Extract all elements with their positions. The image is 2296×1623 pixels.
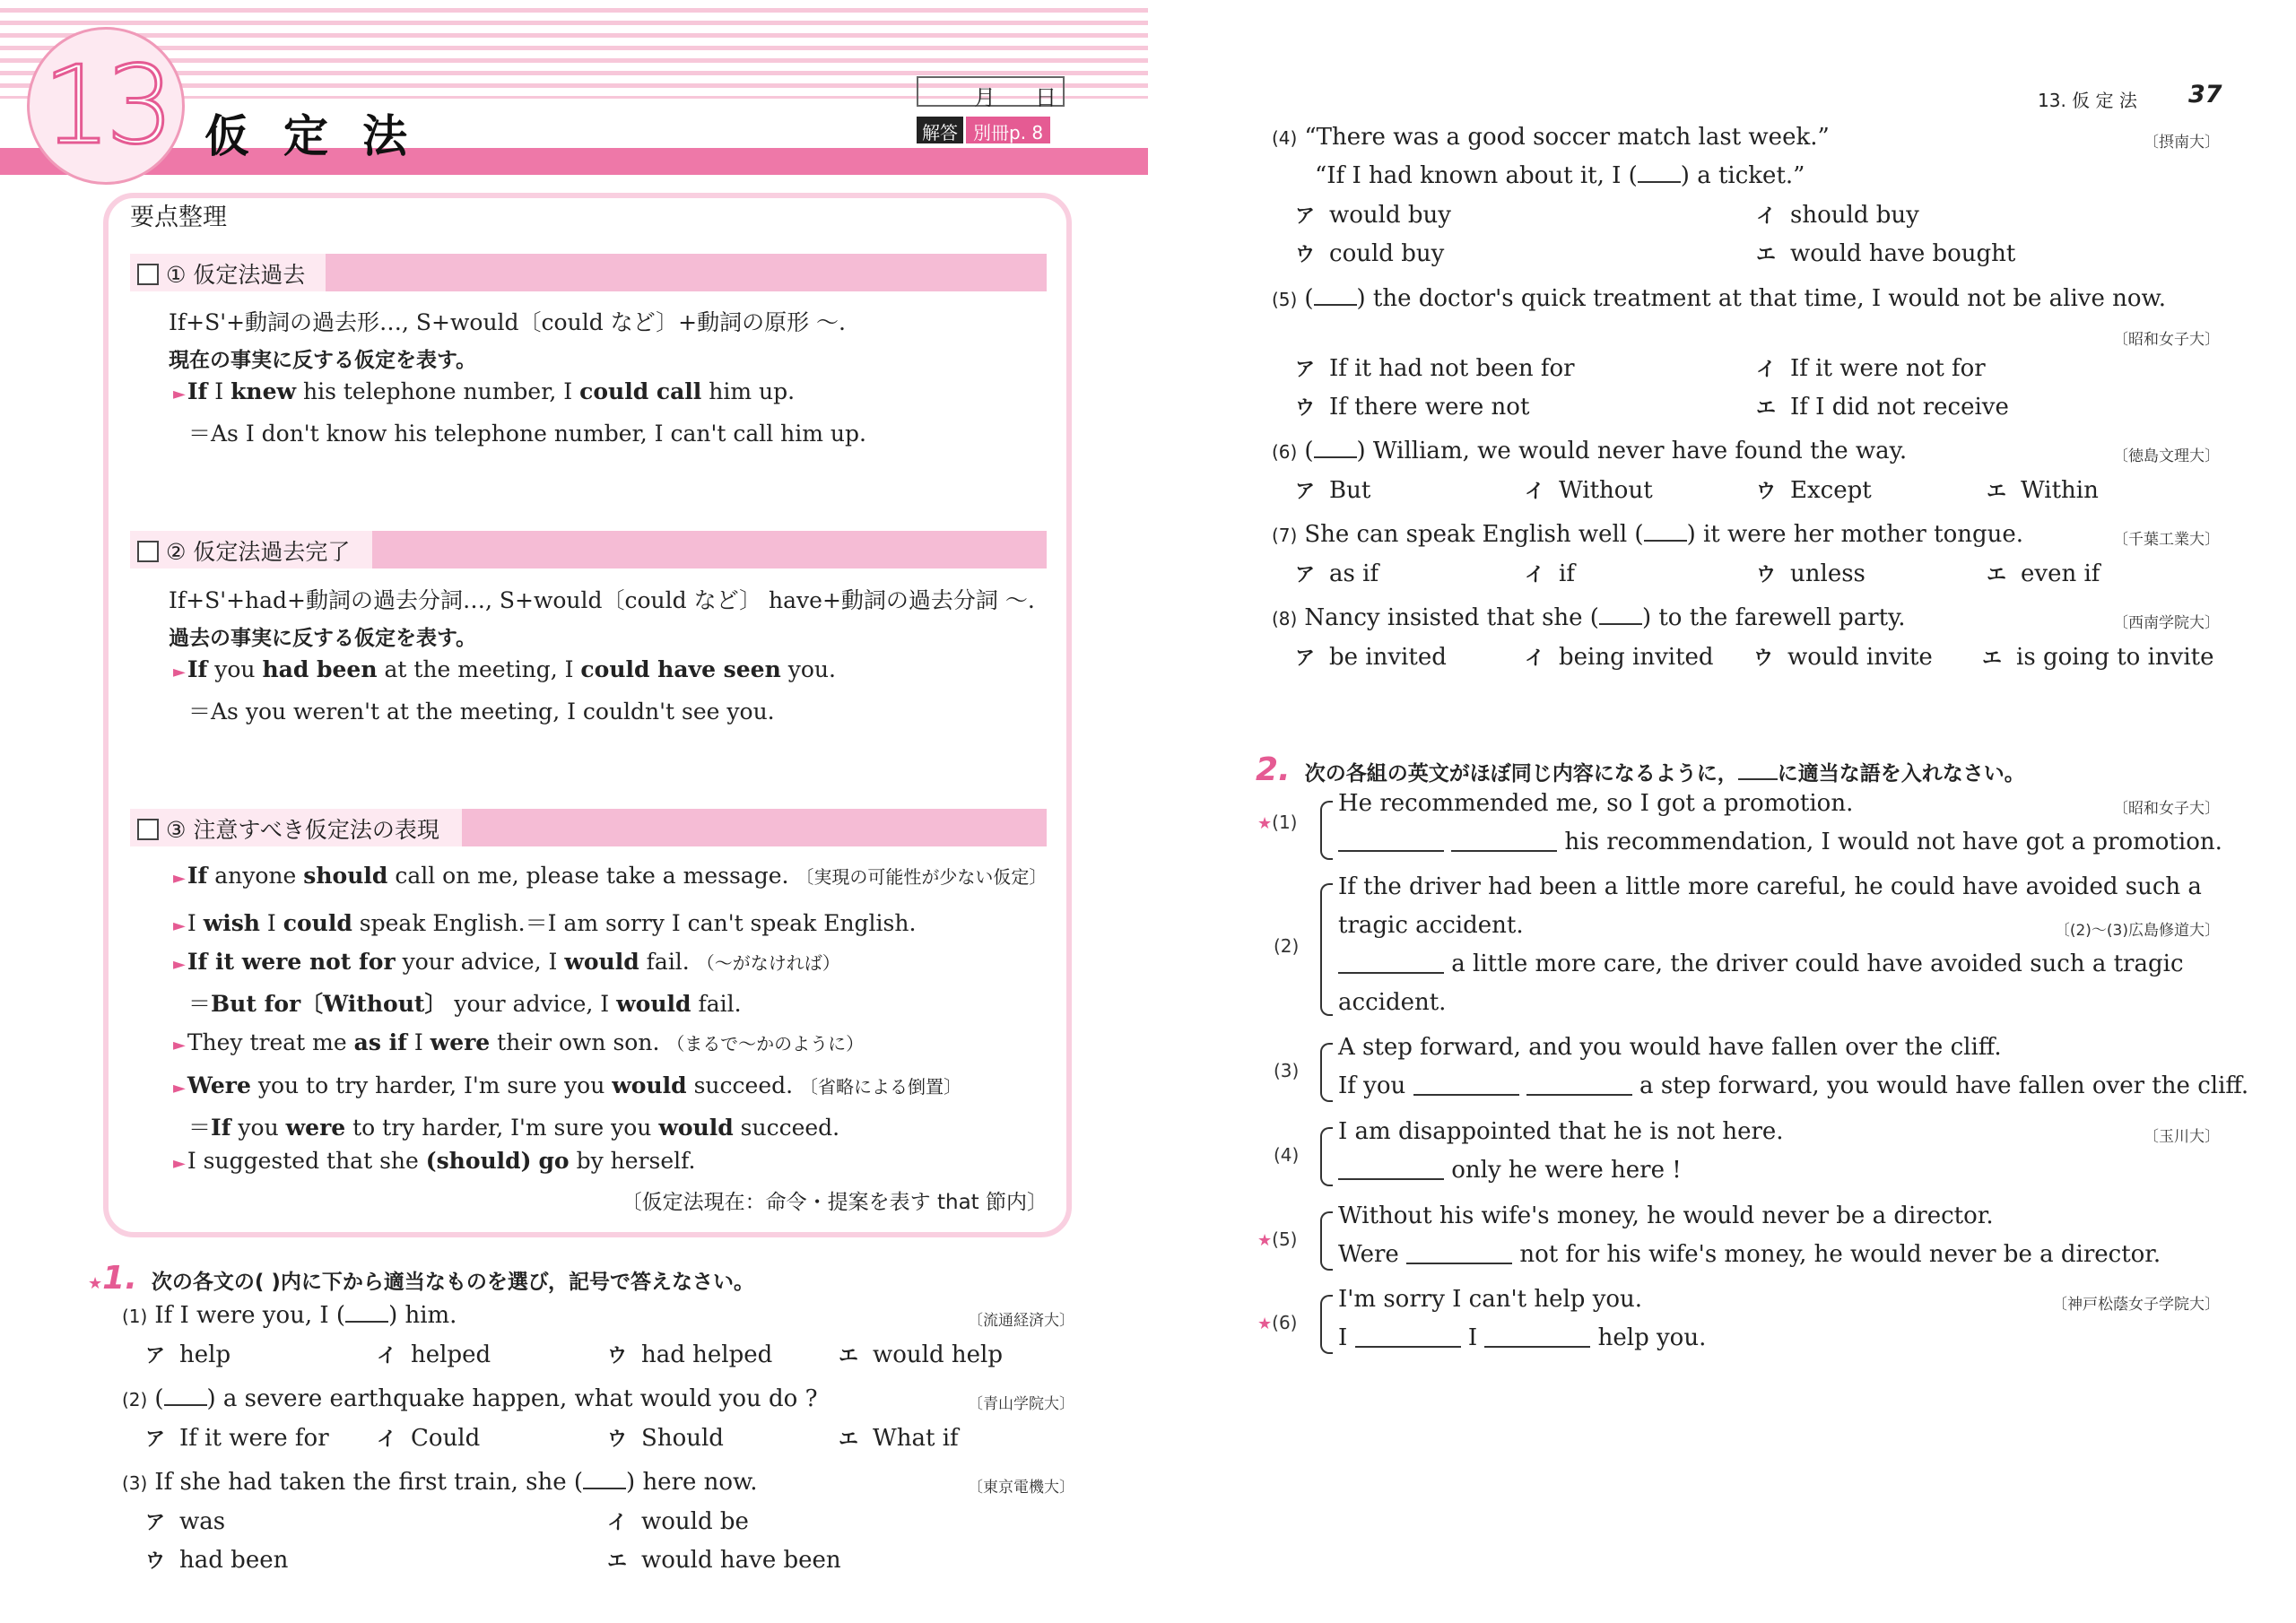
sec3-line8: ►I suggested that she (should) go by herself. (173, 1148, 696, 1174)
q1-item4-opt-a[interactable]: ア would buy (1295, 202, 1451, 229)
q2-instruction-a: 次の各組の英文がほぼ同じ内容になるように， (1304, 762, 1738, 785)
answer-label: 解答 (917, 117, 963, 143)
q1-item3-question: (3) If she had taken the first train, she ( ) here now. (122, 1469, 758, 1496)
q1-item1-opt-a[interactable]: ア help (145, 1341, 231, 1368)
star-icon: ★ (88, 1274, 103, 1293)
q1-item3-opt-a[interactable]: ア was (145, 1508, 226, 1535)
q2-item2-line-a2: tragic accident. (1338, 912, 1524, 939)
brace-icon (1320, 1295, 1333, 1354)
arrow-icon: ► (173, 916, 186, 935)
q1-number: 1. (102, 1260, 137, 1297)
q2-instruction-b: に適当な語を入れなさい。 (1777, 762, 2025, 785)
answer-page: 別冊p. 8 (966, 117, 1050, 143)
brace-icon (1320, 883, 1333, 1016)
q1-item6-opt-b[interactable]: イ Without (1525, 477, 1653, 504)
q2-item4-line-b: only he were here ! (1338, 1157, 1682, 1184)
date-box[interactable] (917, 76, 1065, 110)
q2-item4-source: 〔玉川大〕 (2144, 1128, 2220, 1146)
q1-item4-opt-b[interactable]: イ should buy (1756, 202, 1919, 229)
q1-item3-opt-b[interactable]: イ would be (607, 1508, 749, 1535)
q1-item6-opt-a[interactable]: ア But (1295, 477, 1371, 504)
q2-item1-number: ★(1) (1257, 812, 1298, 833)
answer-blank[interactable] (1526, 1078, 1632, 1096)
q1-item1-opt-d[interactable]: エ would help (839, 1341, 1003, 1368)
q2-item2-source: 〔(2)～(3)広島修道大〕 (2054, 922, 2220, 940)
brace-icon (1320, 1127, 1333, 1186)
arrow-icon: ► (173, 385, 186, 404)
date-day: 日 (1035, 85, 1057, 110)
answer-blank[interactable] (1338, 1162, 1444, 1180)
sec1-example2: ＝As I don't know his telephone number, I can't call him up. (188, 421, 866, 447)
arrow-icon: ► (173, 1036, 186, 1055)
section2-bar (130, 531, 1047, 568)
q1-item3-opt-d[interactable]: エ would have been (607, 1547, 841, 1574)
q2-item6-line-b: I I help you. (1338, 1324, 1707, 1351)
q1-item4-opt-d[interactable]: エ would have bought (1756, 240, 2016, 267)
sec1-formula: If+S'+動詞の過去形…, S+would〔could など〕+動詞の原形 ～. (169, 309, 846, 335)
answer-blank[interactable] (1406, 1246, 1512, 1264)
q1-item5-opt-b[interactable]: イ If it were not for (1756, 355, 1986, 382)
q1-item2-opt-a[interactable]: ア If it were for (145, 1425, 329, 1452)
sec1-example1: ►If I knew his telephone number, I could call him up. (173, 378, 796, 404)
q2-item2-line-a1: If the driver had been a little more careful, he could have avoided such a (1338, 873, 2202, 900)
q1-item8-opt-b[interactable]: イ being invited (1525, 644, 1714, 671)
q1-item6-question: (6) ( ) William, we would never have found the way. (1272, 438, 1908, 464)
q1-item2-opt-d[interactable]: エ What if (839, 1425, 959, 1452)
q2-item2-number: (2) (1274, 935, 1300, 957)
q1-item6-opt-d[interactable]: エ Within (1987, 477, 2099, 504)
q1-item5-opt-a[interactable]: ア If it had not been for (1295, 355, 1575, 382)
header-pink-bar (0, 148, 1148, 175)
q1-item8-opt-a[interactable]: ア be invited (1295, 644, 1447, 671)
q2-item5-line-a: Without his wife's money, he would never be a director. (1338, 1202, 1994, 1229)
q2-item3-line-a: A step forward, and you would have fallen over the cliff. (1338, 1034, 2002, 1061)
answer-blank[interactable] (1484, 1330, 1590, 1348)
section1-bar (130, 254, 1047, 291)
q1-item6-opt-c[interactable]: ウ Except (1756, 477, 1872, 504)
q2-item3-number: (3) (1274, 1060, 1300, 1081)
sec2-example1: ►If you had been at the meeting, I could have seen you. (173, 656, 836, 682)
page-number: 37 (2188, 81, 2222, 108)
q1-item2-source: 〔青山学院大〕 (968, 1395, 1074, 1413)
brace-icon (1320, 1211, 1333, 1271)
sec2-formula: If+S'+had+動詞の過去分詞…, S+would〔could など〕 have+動詞の過去分詞 ～. (169, 587, 1035, 613)
checkbox-icon[interactable] (137, 541, 159, 562)
q2-item6-line-a: I'm sorry I can't help you. (1338, 1286, 1643, 1313)
answer-reference (917, 117, 1050, 143)
q1-item7-question: (7) She can speak English well ( ) it were her mother tongue. (1272, 521, 2024, 548)
arrow-icon: ► (173, 869, 186, 888)
brace-icon (1320, 1043, 1333, 1102)
q2-item1-line-a: He recommended me, so I got a promotion. (1338, 790, 1854, 817)
q1-item8-question: (8) Nancy insisted that she ( ) to the farewell party. (1272, 604, 1906, 631)
answer-blank[interactable] (1413, 1078, 1519, 1096)
answer-blank[interactable] (1355, 1330, 1461, 1348)
q1-item8-opt-c[interactable]: ウ would invite (1753, 644, 1933, 671)
q1-item7-opt-c[interactable]: ウ unless (1756, 560, 1866, 587)
running-header: 13. 仮 定 法 (2038, 90, 2137, 111)
q1-item8-source: 〔西南学院大〕 (2113, 614, 2220, 632)
arrow-icon: ► (173, 1154, 186, 1173)
section3-bar (130, 809, 1047, 846)
arrow-icon: ► (173, 1079, 186, 1098)
chapter-number-badge: 13 (27, 27, 185, 185)
section1-title: ① 仮定法過去 (166, 262, 306, 288)
q2-item6-number: ★(6) (1257, 1312, 1298, 1333)
q1-item2-opt-b[interactable]: イ Could (377, 1425, 481, 1452)
q1-item1-source: 〔流通経済大〕 (968, 1312, 1074, 1330)
sec1-meaning: 現在の事実に反する仮定を表す。 (169, 349, 477, 372)
q1-item5-opt-c[interactable]: ウ If there were not (1295, 394, 1530, 421)
q1-item7-opt-d[interactable]: エ even if (1987, 560, 2100, 587)
checkbox-icon[interactable] (137, 819, 159, 840)
chapter-title: 仮定法 (204, 110, 441, 162)
q1-item3-source: 〔東京電機大〕 (968, 1479, 1074, 1497)
q1-item4-question-line2: “If I had known about it, I ( ) a ticket.” (1315, 162, 1805, 189)
q1-item3-opt-c[interactable]: ウ had been (145, 1547, 289, 1574)
q1-item1-question: (1) If I were you, I ( ) him. (122, 1302, 457, 1329)
q2-item5-number: ★(5) (1257, 1228, 1298, 1250)
q1-item7-opt-b[interactable]: イ if (1525, 560, 1575, 587)
brace-icon (1320, 801, 1333, 860)
arrow-icon: ► (173, 955, 186, 974)
q2-item1-line-b: his recommendation, I would not have got a promotion. (1338, 829, 2222, 855)
q1-item5-opt-d[interactable]: エ If I did not receive (1756, 394, 2009, 421)
sec3-line4: ＝But for〔Without〕 your advice, I would fail. (188, 991, 742, 1017)
q1-instruction: 次の各文の( )内に下から適当なものを選び，記号で答えなさい。 (151, 1271, 754, 1294)
q2-item2-line-b2: accident. (1338, 989, 1447, 1016)
q1-item7-opt-a[interactable]: ア as if (1295, 560, 1379, 587)
answer-blank[interactable] (1338, 834, 1444, 852)
q2-number: 2. (1256, 751, 1291, 788)
q2-item6-source: 〔神戸松蔭女子学院大〕 (2052, 1296, 2220, 1314)
sec3-line2: ►I wish I could speak English.＝I am sorry I can't speak English. (173, 910, 917, 936)
arrow-icon: ► (173, 663, 186, 681)
q1-item1-opt-c[interactable]: ウ had helped (607, 1341, 773, 1368)
q2-item4-line-a: I am disappointed that he is not here. (1338, 1118, 1784, 1145)
q1-item7-source: 〔千葉工業大〕 (2113, 531, 2220, 549)
date-month: 月 (974, 85, 996, 110)
sec3-line7: ＝If you were to try harder, I'm sure you would succeed. (188, 1115, 840, 1141)
answer-blank[interactable] (1338, 956, 1444, 974)
q1-item5-source: 〔昭和女子大〕 (2113, 331, 2220, 349)
q1-item2-opt-c[interactable]: ウ Should (607, 1425, 724, 1452)
section3-title: ③ 注意すべき仮定法の表現 (166, 817, 439, 843)
answer-blank[interactable] (1451, 834, 1557, 852)
q2-item5-line-b: Were not for his wife's money, he would never be a director. (1338, 1241, 2161, 1268)
sec3-line3: ►If it were not for your advice, I would fail. （～がなければ） (173, 949, 840, 975)
sec3-line5: ►They treat me as if I were their own son. （まるで～かのように） (173, 1029, 865, 1055)
q1-item4-opt-c[interactable]: ウ could buy (1295, 240, 1445, 267)
q1-item8-opt-d[interactable]: エ is going to invite (1982, 644, 2214, 671)
q1-item2-question: (2) ( ) a severe earthquake happen, what would you do ? (122, 1385, 818, 1412)
sec2-example2: ＝As you weren't at the meeting, I couldn't see you. (188, 699, 775, 725)
q1-item4-source: 〔摂南大〕 (2144, 134, 2220, 152)
q2-item3-line-b: If you a step forward, you would have fallen over the cliff. (1338, 1072, 2249, 1099)
q2-heading (1256, 751, 2025, 788)
sec3-line1: ►If anyone should call on me, please take a message. 〔実現の可能性が少ない仮定〕 (173, 863, 1048, 889)
q1-heading (88, 1260, 754, 1297)
q1-item5-question: (5) ( ) the doctor's quick treatment at that time, I would not be alive now. (1272, 285, 2166, 312)
summary-title: 要点整理 (130, 204, 227, 231)
sec2-meaning: 過去の事実に反する仮定を表す。 (169, 627, 477, 650)
q1-item4-question: (4) “There was a good soccer match last week.” (1272, 124, 1830, 151)
sec3-line6: ►Were you to try harder, I'm sure you would succeed. 〔省略による倒置〕 (173, 1072, 962, 1098)
q1-item6-source: 〔徳島文理大〕 (2113, 447, 2220, 465)
q1-item1-opt-b[interactable]: イ helped (377, 1341, 491, 1368)
section2-title: ② 仮定法過去完了 (166, 539, 351, 565)
q2-item4-number: (4) (1274, 1144, 1300, 1166)
q2-item1-source: 〔昭和女子大〕 (2113, 800, 2220, 818)
checkbox-icon[interactable] (137, 264, 159, 285)
sec3-line9: 〔仮定法現在：命令・提案を表す that 節内〕 (621, 1191, 1048, 1214)
q2-item2-line-b1: a little more care, the driver could have avoided such a tragic (1338, 950, 2184, 977)
